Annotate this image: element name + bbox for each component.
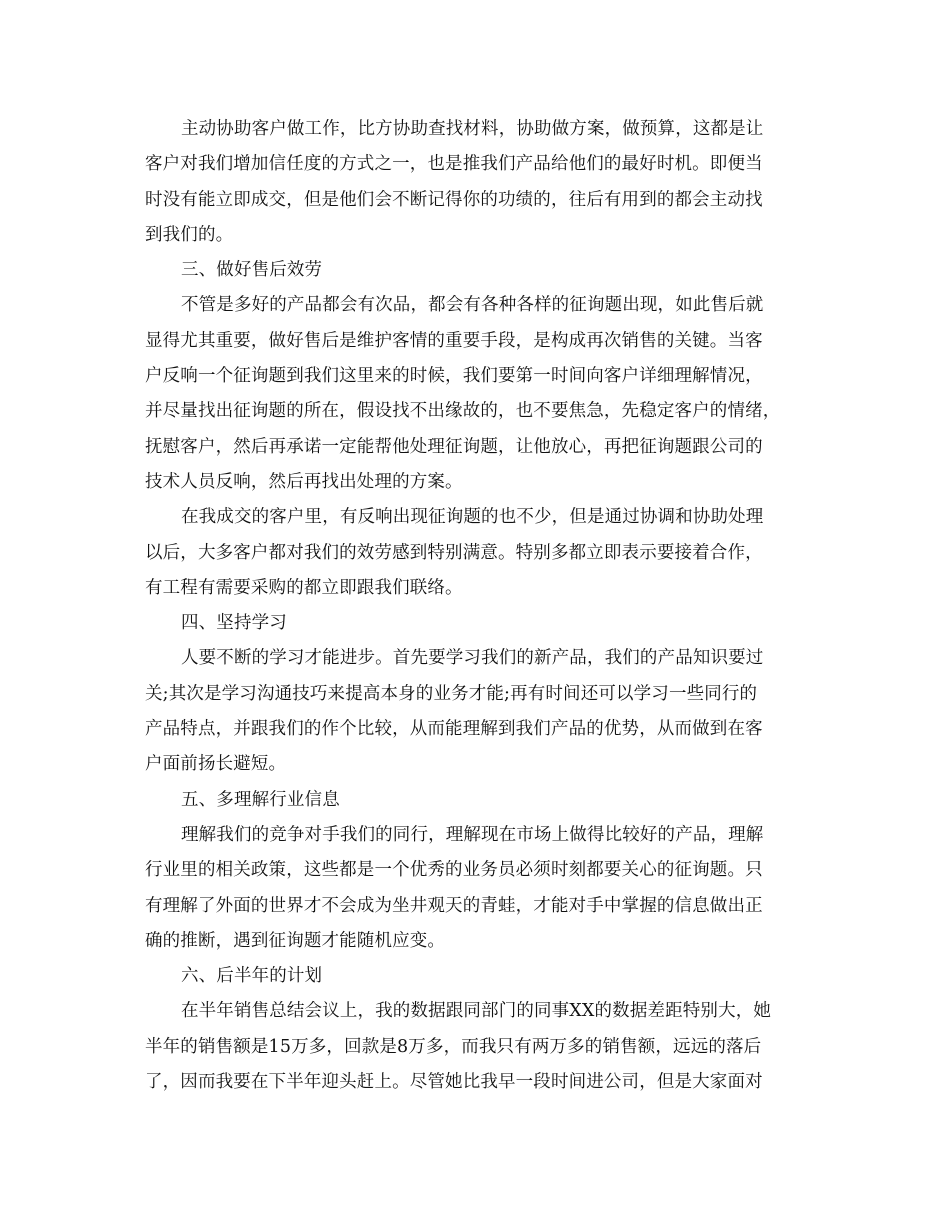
text-line: 在半年销售总结会议上，我的数据跟同部门的同事XX的数据差距特别大，她 (181, 1001, 772, 1022)
text-line: 客户对我们增加信任度的方式之一，也是推我们产品给他们的最好时机。即便当 (145, 154, 763, 175)
text-line: 半年的销售额是15万多，回款是8万多，而我只有两万多的销售额，远远的落后 (145, 1036, 762, 1057)
text-line: 六、后半年的计划 (181, 966, 323, 987)
text-line: 关;其次是学习沟通技巧来提高本身的业务才能;再有时间还可以学习一些同行的 (145, 683, 758, 704)
text-line: 确的推断，遇到征询题才能随机应变。 (145, 930, 446, 951)
text-line: 有工程有需要采购的都立即跟我们联络。 (145, 577, 463, 598)
text-line: 抚慰客户，然后再承诺一定能帮他处理征询题，让他放心，再把征询题跟公司的 (145, 436, 763, 457)
text-line: 人要不断的学习才能进步。首先要学习我们的新产品，我们的产品知识要过 (181, 648, 764, 669)
text-line: 五、多理解行业信息 (181, 789, 340, 810)
text-line: 四、坚持学习 (181, 613, 287, 634)
text-line: 主动协助客户做工作，比方协助查找材料，协助做方案，做预算，这都是让 (181, 119, 764, 139)
text-line: 户反响一个征询题到我们这里来的时候，我们要第一时间向客户详细理解情况， (145, 366, 763, 387)
text-line: 并尽量找出征询题的所在，假设找不出缘故的，也不要焦急，先稳定客户的情绪， (145, 401, 781, 422)
text-line: 不管是多好的产品都会有次品，都会有各种各样的征询题出现，如此售后就 (181, 295, 764, 316)
text-line: 在我成交的客户里，有反响出现征询题的也不少，但是通过协调和协助处理 (181, 507, 764, 528)
text-line: 三、做好售后效劳 (181, 260, 323, 281)
text-line: 到我们的。 (145, 224, 234, 245)
text-line: 技术人员反响，然后再找出处理的方案。 (145, 471, 463, 492)
text-line: 了，因而我要在下半年迎头赶上。尽管她比我早一段时间进公司，但是大家面对 (145, 1072, 763, 1093)
text-line: 理解我们的竞争对手我们的同行，理解现在市场上做得比较好的产品，理解 (181, 824, 764, 845)
document-body (145, 112, 805, 1100)
text-line: 以后，大多客户都对我们的效劳感到特别满意。特别多都立即表示要接着合作， (145, 542, 763, 563)
text-line: 户面前扬长避短。 (145, 754, 287, 775)
text-line: 产品特点，并跟我们的作个比较，从而能理解到我们产品的优势，从而做到在客 (145, 719, 763, 740)
text-line: 显得尤其重要，做好售后是维护客情的重要手段，是构成再次销售的关键。当客 (145, 330, 763, 351)
text-line: 有理解了外面的世界才不会成为坐井观天的青蛙，才能对手中掌握的信息做出正 (145, 895, 763, 916)
text-line: 行业里的相关政策，这些都是一个优秀的业务员必须时刻都要关心的征询题。只 (145, 860, 763, 881)
text-line: 时没有能立即成交，但是他们会不断记得你的功绩的，往后有用到的都会主动找 (145, 189, 763, 210)
